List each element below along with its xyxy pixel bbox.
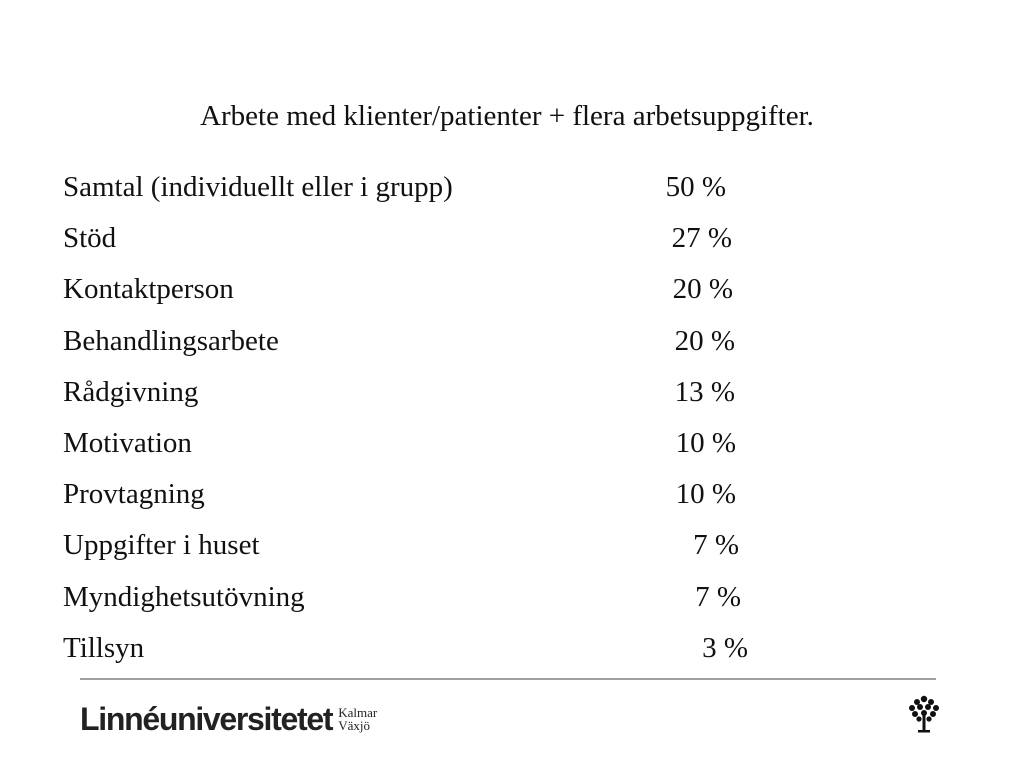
activity-label: Uppgifter i huset — [63, 529, 260, 562]
activity-percentage: 50 % — [665, 171, 726, 203]
logo-wordmark: Linnéuniversitetet — [80, 701, 333, 737]
university-logo — [80, 699, 377, 739]
list-item — [63, 575, 823, 626]
activity-percentage: 20 % — [674, 324, 735, 357]
activity-percentage: 10 % — [675, 426, 736, 459]
list-item — [63, 165, 823, 216]
list-item — [63, 216, 823, 267]
tree-icon — [906, 694, 942, 734]
activity-percentage: 7 % — [695, 580, 741, 613]
activity-percentage: 27 % — [671, 222, 732, 255]
list-item — [63, 267, 823, 318]
campus-vaxjo: Växjö — [338, 718, 370, 733]
activity-percentage: 13 % — [674, 375, 735, 408]
campus-names — [338, 706, 377, 732]
list-item — [63, 370, 823, 421]
activity-label: Myndighetsutövning — [63, 580, 305, 613]
list-item — [63, 319, 823, 370]
activity-percentage: 3 % — [702, 631, 748, 664]
activity-label: Kontaktperson — [63, 273, 234, 306]
activity-label: Samtal (individuellt eller i grupp) — [63, 171, 453, 203]
activity-list — [63, 165, 823, 677]
activity-label: Stöd — [63, 222, 117, 255]
activity-label: Rådgivning — [63, 375, 199, 408]
activity-percentage: 20 % — [672, 273, 733, 306]
activity-label: Motivation — [63, 426, 192, 459]
activity-label: Behandlingsarbete — [63, 324, 279, 357]
list-item — [63, 472, 823, 523]
list-item — [63, 523, 823, 574]
footer-divider — [80, 678, 936, 680]
activity-label: Provtagning — [63, 478, 205, 511]
activity-percentage: 7 % — [693, 529, 739, 562]
activity-label: Tillsyn — [63, 631, 145, 664]
campus-kalmar: Kalmar — [338, 705, 378, 720]
slide-title: Arbete med klienter/patienter + flera arbetsuppgifter. — [200, 100, 814, 132]
list-item — [63, 421, 823, 472]
list-item — [63, 626, 823, 677]
activity-percentage: 10 % — [675, 478, 736, 511]
